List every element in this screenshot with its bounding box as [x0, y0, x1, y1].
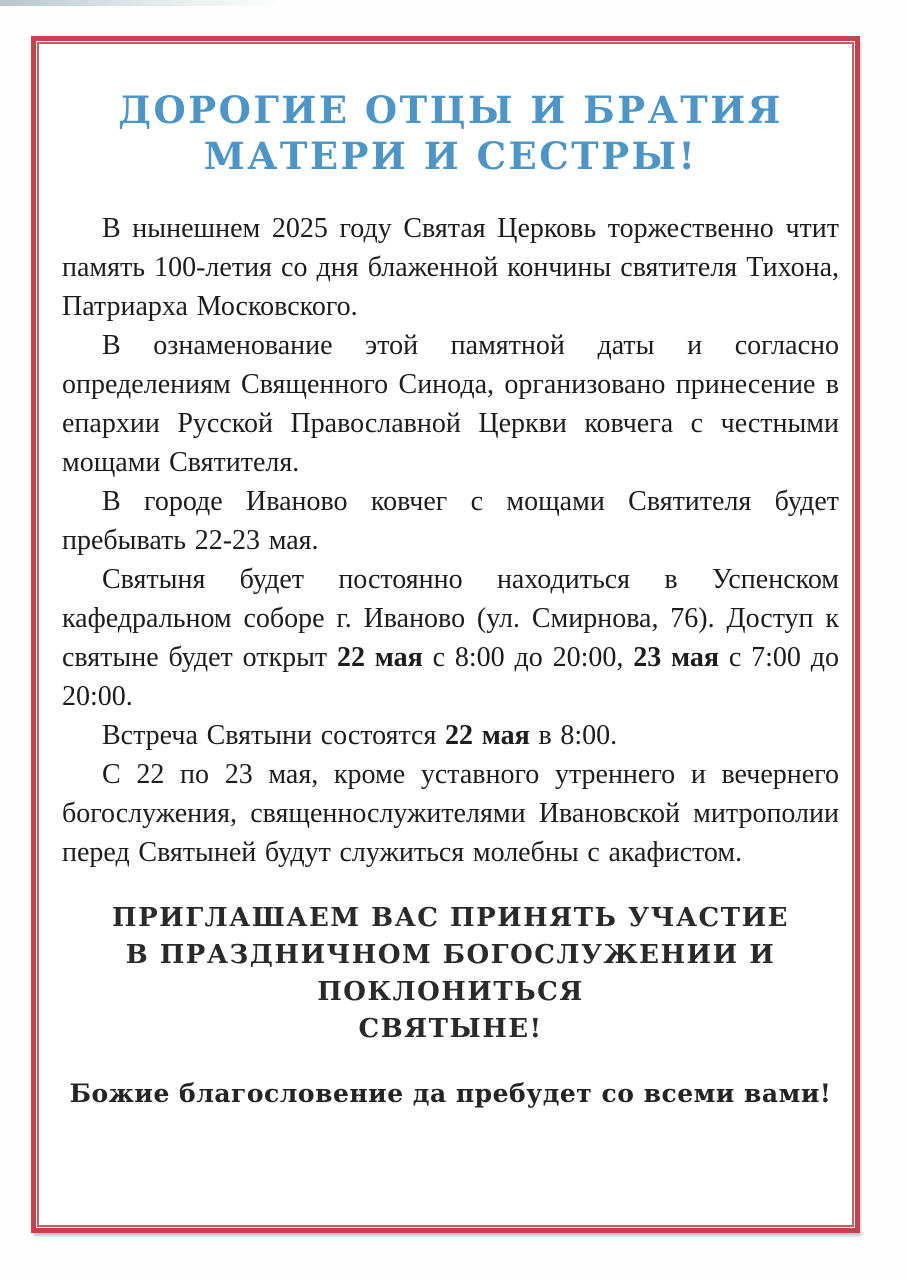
invitation-line-3: СВЯТЫНЕ!	[358, 1014, 543, 1044]
paragraph-6: С 22 по 23 мая, кроме уставного утреннего и вечернего богослужения, священнослужителями Ивановской митрополии перед Святыней будут служиться молебны с акафистом.	[62, 759, 839, 868]
body-text	[62, 209, 839, 872]
decorative-red-frame	[31, 36, 860, 1233]
blessing-line: Божие благословение да пребудет со всеми вами!	[69, 1079, 832, 1108]
page-title-line-1: ДОРОГИЕ ОТЦЫ И БРАТИЯ	[118, 88, 783, 132]
scan-artifact	[0, 0, 300, 6]
paragraph-4: Святыня будет постоянно находиться в Успенском кафедральном соборе г. Иваново (ул. Смирнова, 76). Доступ к святыне будет открыт 22 мая с 8:00 до 20:00, 23 мая с 7:00 до 20:00.	[62, 564, 839, 712]
invitation-heading	[62, 900, 839, 1048]
page-title-line-2: МАТЕРИ И СЕСТРЫ!	[203, 134, 698, 178]
invitation-line-1: ПРИГЛАШАЕМ ВАС ПРИНЯТЬ УЧАСТИЕ	[112, 903, 789, 933]
paragraph-3: В городе Иваново ковчег с мощами Святителя будет пребывать 22-23 мая.	[62, 486, 839, 556]
paragraph-2: В ознаменование этой памятной даты и согласно определениям Священного Синода, организовано принесение в епархии Русской Православной Церкви ковчега с честными мощами Святителя.	[62, 330, 839, 478]
paragraph-1: В нынешнем 2025 году Святая Церковь торжественно чтит память 100-летия со дня блаженной кончины святителя Тихона, Патриарха Московского.	[62, 213, 839, 322]
page-title	[62, 87, 839, 179]
page-content	[38, 43, 853, 1226]
invitation-line-2: В ПРАЗДНИЧНОМ БОГОСЛУЖЕНИИ И ПОКЛОНИТЬСЯ	[125, 940, 776, 1007]
paragraph-5: Встреча Святыни состоятся 22 мая в 8:00.	[102, 720, 618, 751]
